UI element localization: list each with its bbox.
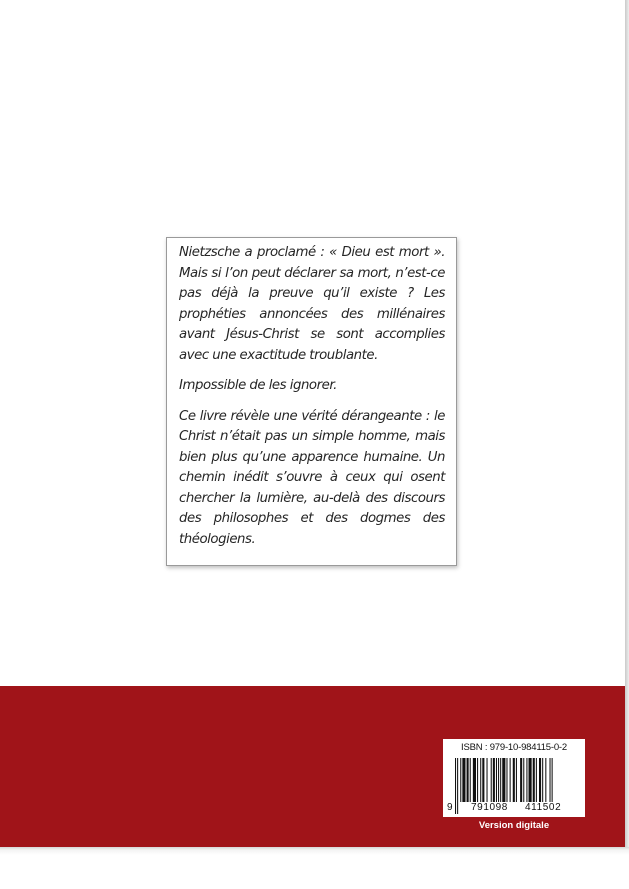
barcode-bar bbox=[523, 758, 524, 802]
barcode-bar bbox=[470, 758, 471, 802]
barcode-bar bbox=[536, 758, 537, 802]
barcode-bar bbox=[539, 758, 541, 802]
barcode-bar bbox=[487, 758, 488, 802]
barcode-bar bbox=[545, 758, 546, 802]
blurb-box bbox=[166, 237, 457, 566]
blurb-paragraph-1: Nietzsche a proclamé : « Dieu est mort ». Mais si l’on peut déclarer sa mort, n’est-ce pas déjà la preuve qu’il existe ? Les prophéties annoncées des millénaires avant Jésus-Christ se sont accomplies avec une exactitude troublante. bbox=[179, 245, 445, 363]
barcode-box bbox=[443, 739, 585, 817]
barcode-bar bbox=[533, 758, 535, 802]
barcode-bar bbox=[477, 758, 478, 802]
barcode-image bbox=[443, 758, 585, 816]
barcode-bar bbox=[491, 758, 492, 802]
barcode-bar bbox=[457, 758, 458, 814]
barcode-digits-left: 791098 bbox=[471, 802, 508, 813]
barcode-bar bbox=[480, 758, 481, 802]
barcode-bar bbox=[550, 758, 551, 802]
barcode-bar bbox=[510, 758, 511, 802]
barcode-bar bbox=[502, 758, 505, 802]
barcode-digits-right: 411502 bbox=[525, 802, 562, 813]
barcode-bar bbox=[493, 758, 495, 802]
page-bottom-shadow bbox=[0, 847, 629, 889]
barcode-bar bbox=[513, 758, 515, 802]
barcode-digit-first: 9 bbox=[447, 802, 454, 813]
barcode-bar bbox=[473, 758, 476, 802]
barcode-bar bbox=[455, 758, 456, 814]
barcode-bar bbox=[460, 758, 461, 802]
barcode-bar bbox=[498, 758, 499, 802]
isbn-label: ISBN : 979-10-984115-0-2 bbox=[461, 742, 567, 753]
barcode-bar bbox=[506, 758, 507, 802]
barcode-bar bbox=[526, 758, 527, 802]
barcode-bar bbox=[467, 758, 469, 802]
barcode-bar bbox=[542, 758, 543, 802]
page-edge-shadow bbox=[625, 0, 629, 889]
barcode-bar bbox=[496, 758, 497, 802]
barcode-bar bbox=[482, 758, 484, 802]
barcode-bar bbox=[529, 758, 532, 802]
version-caption: Version digitale bbox=[478, 820, 550, 831]
blurb-paragraph-2: Impossible de les ignorer. bbox=[179, 378, 337, 393]
barcode-bar bbox=[552, 758, 553, 802]
barcode-bar bbox=[500, 758, 501, 802]
barcode-bar bbox=[516, 758, 517, 802]
barcode-bar bbox=[520, 758, 522, 802]
barcode-bar bbox=[462, 758, 465, 802]
blurb-paragraph-3: Ce livre révèle une vérité dérangeante : le Christ n’était pas un simple homme, mais bien plus qu’une apparence humaine. Un chemin inédit s’ouvre à ceux qui osent chercher la lumière, au-delà des discours des philosophes et des dogmes des théologiens. bbox=[179, 408, 445, 547]
